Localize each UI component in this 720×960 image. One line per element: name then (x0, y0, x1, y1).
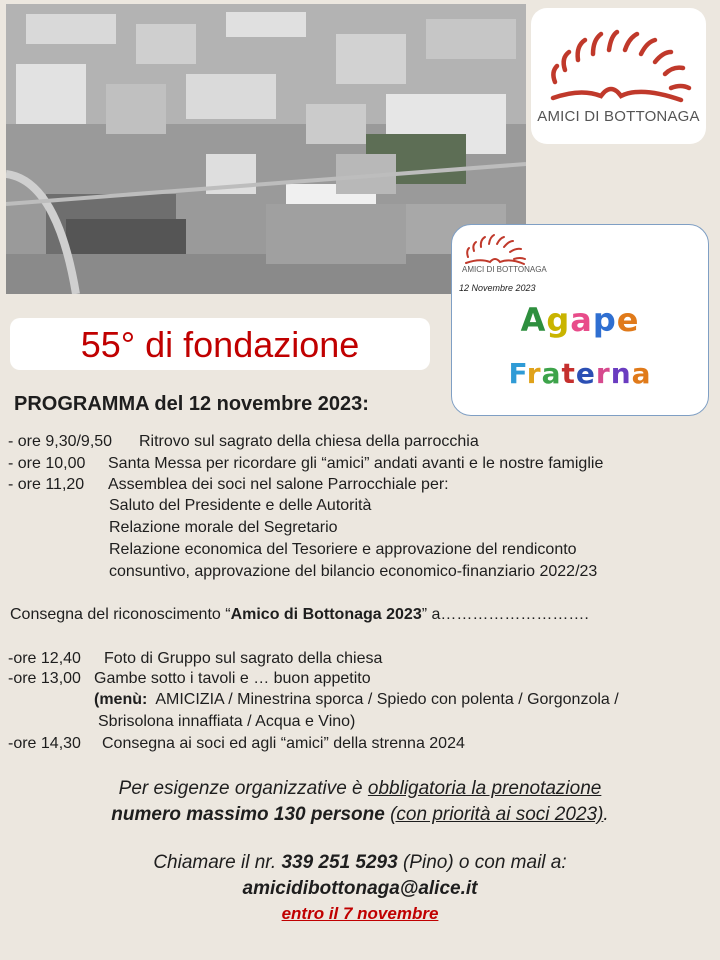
contact-line (0, 852, 720, 874)
max-people-note (0, 804, 720, 826)
program-line-2 (8, 455, 603, 473)
program-text: Ritrovo sul sagrato della chiesa della parrocchia (139, 433, 479, 450)
program-text: Assemblea dei soci nel salone Parrocchiale per: (108, 476, 449, 493)
program-text: Consegna ai soci ed agli “amici” della strenna 2024 (102, 735, 465, 752)
menu-text: AMICIZIA / Minestrina sporca / Spiedo con polenta / Gorgonzola / (155, 691, 619, 708)
reservation-required: obbligatoria la prenotazione (367, 778, 602, 799)
period: . (603, 804, 609, 825)
program-line-3 (8, 476, 449, 494)
program-time: - ore 11,20 (8, 476, 85, 493)
fraterna-letter: t (561, 357, 576, 390)
agape-letter: g (546, 301, 571, 339)
program-text: Santa Messa per ricordare gli “amici” andati avanti e le nostre famiglie (108, 455, 604, 472)
assembly-item-4: consuntivo, approvazione del bilancio economico-finanziario 2022/23 (109, 563, 598, 580)
menu-line (94, 691, 619, 709)
fraterna-letter: r (595, 357, 611, 390)
menu-line-2: Sbrisolona innaffiata / Acqua e Vino) (98, 713, 356, 730)
award-text-pre: Consegna del riconoscimento “ (10, 606, 231, 623)
fraterna-letter: a (631, 357, 652, 390)
program-line-5 (8, 670, 371, 688)
program-time: -ore 13,00 (8, 670, 81, 687)
contact-text-post: (Pino) o con mail a: (397, 852, 567, 873)
agape-letter: a (570, 301, 593, 339)
reservation-text: Per esigenze organizzative è (118, 778, 368, 799)
fraterna-word (452, 357, 708, 390)
award-line (10, 606, 589, 624)
agape-letter: p (592, 301, 617, 339)
email-address[interactable]: amicidibottonaga@alice.it (242, 878, 478, 899)
program-time: - ore 10,00 (8, 455, 86, 472)
program-line-1 (8, 433, 479, 451)
program-line-6 (8, 735, 465, 753)
agape-letter: A (520, 301, 547, 339)
program-time: -ore 14,30 (8, 735, 81, 752)
association-logo (531, 8, 706, 144)
assembly-item-2: Relazione morale del Segretario (109, 519, 338, 536)
logo-text: AMICI DI BOTTONAGA (537, 108, 700, 125)
contact-text-pre: Chiamare il nr. (153, 852, 282, 873)
assembly-item-3: Relazione economica del Tesoriere e approvazione del rendiconto (109, 541, 577, 558)
assembly-item-1: Saluto del Presidente e delle Autorità (109, 497, 372, 514)
fraterna-letter: a (541, 357, 562, 390)
mini-sun-rays-icon (460, 231, 530, 265)
fraterna-letter: n (610, 357, 632, 390)
reservation-note (0, 778, 720, 800)
max-people: numero massimo 130 persone (111, 804, 385, 825)
aerial-photo (6, 4, 526, 294)
program-time: -ore 12,40 (8, 650, 81, 667)
mini-logo-text: AMICI DI BOTTONAGA (462, 265, 547, 274)
menu-label: (menù: (94, 691, 148, 708)
aerial-photo-graphic (6, 4, 526, 294)
fraterna-letter: F (508, 357, 527, 390)
agape-fraterna-card (451, 224, 709, 416)
program-text: Foto di Gruppo sul sagrato della chiesa (104, 650, 383, 667)
sun-rays-icon (541, 26, 696, 106)
agape-letter: e (616, 301, 640, 339)
program-line-4 (8, 650, 382, 668)
priority-note: (con priorità ai soci 2023) (390, 804, 604, 825)
agape-date: 12 Novembre 2023 (459, 283, 536, 293)
award-name: Amico di Bottonaga 2023 (230, 606, 422, 623)
program-text: Gambe sotto i tavoli e … buon appetito (94, 670, 371, 687)
page-title: 55° di fondazione (80, 324, 360, 365)
fraterna-letter: e (575, 357, 596, 390)
phone-number[interactable]: 339 251 5293 (281, 852, 398, 873)
deadline: entro il 7 novembre (281, 904, 439, 923)
program-time: - ore 9,30/9,50 (8, 433, 113, 450)
agape-word (452, 301, 708, 339)
fraterna-letter: r (526, 357, 542, 390)
award-text-post: ” a………………………. (421, 606, 589, 623)
title-box (10, 318, 430, 370)
program-heading: PROGRAMMA del 12 novembre 2023: (14, 393, 369, 415)
